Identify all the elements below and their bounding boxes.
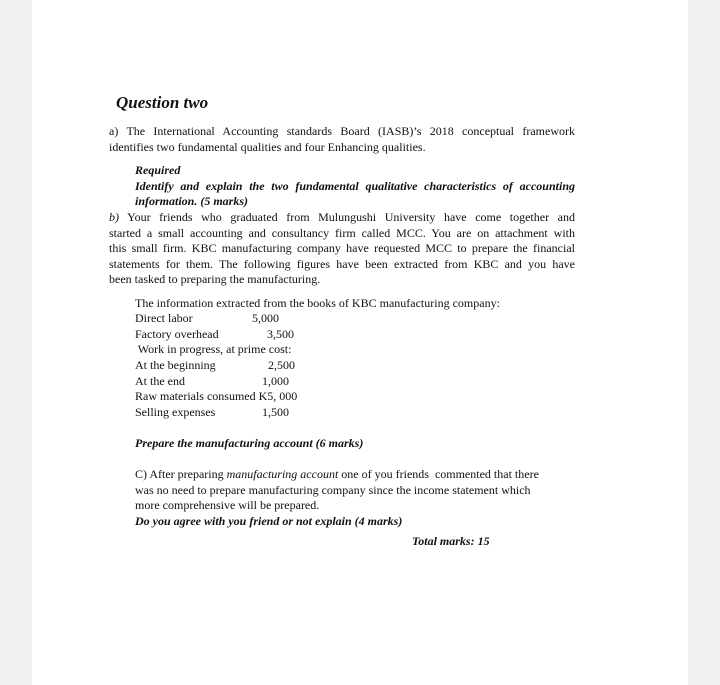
total-marks: Total marks: 15 (412, 534, 490, 548)
part-b-line-4: statements for them. The following figures have been extracted from KBC and you have (109, 256, 575, 271)
figure-label: Selling expenses (135, 405, 216, 419)
figure-label: Factory overhead (135, 327, 219, 341)
part-b-line-3: this small firm. KBC manufacturing company have requested MCC to prepare the financial (109, 241, 575, 255)
figure-value: 5,000 (252, 311, 279, 325)
required-line-2: information. (5 marks) (135, 194, 249, 208)
figure-row-raw-materials (135, 389, 297, 405)
part-c-question: Do you agree with you friend or not explain (4 marks) (135, 513, 403, 528)
figure-row-selling-expenses (135, 405, 289, 421)
figure-label: At the end (135, 374, 185, 388)
figure-row-wip-heading (135, 342, 291, 358)
figure-value: 1,000 (262, 374, 289, 388)
figure-row-factory-overhead (135, 327, 294, 343)
part-b-line-1-text: Your friends who graduated from Mulungushi University have come together and (127, 210, 575, 224)
part-c-line-2: was no need to prepare manufacturing company since the income statement which (135, 482, 531, 497)
figure-label: Direct labor (135, 311, 193, 325)
part-b-line-2: started a small accounting and consultancy firm called MCC. You are on attachment with (109, 225, 575, 240)
figure-value: 1,500 (262, 405, 289, 419)
figures-intro: The information extracted from the books of KBC manufacturing company: (135, 296, 500, 310)
part-c-line-1-c: one of you friends commented that there (338, 467, 539, 481)
required-label: Required (135, 163, 181, 177)
part-a-text (109, 124, 575, 155)
document-page (32, 0, 688, 685)
figure-row-wip-beginning (135, 358, 295, 374)
part-b-text (109, 210, 575, 288)
part-c-text (135, 467, 575, 529)
figure-label: Raw materials consumed K5, 000 (135, 389, 298, 403)
figure-label: Work in progress, at prime cost: (135, 342, 292, 356)
figure-value: 3,500 (267, 327, 294, 341)
question-title: Question two (116, 93, 209, 112)
required-line-1: Identify and explain the two fundamental qualitative characteristics of accounting (135, 178, 575, 193)
figure-value: 2,500 (268, 358, 295, 372)
part-a-line-1: a) The International Accounting standards Board (IASB)’s 2018 conceptual framework (109, 124, 575, 138)
part-a-required (135, 163, 575, 210)
part-c-line-1-b: manufacturing account (226, 467, 339, 481)
part-a-line-2: identifies two fundamental qualities and four Enhancing qualities. (109, 139, 426, 154)
manufacturing-task: Prepare the manufacturing account (6 marks) (135, 436, 364, 450)
figure-row-wip-end (135, 374, 289, 390)
part-b-line-1: b) Your friends who graduated from Mulungushi University have come together and (109, 210, 575, 224)
part-c-line-1-a: C) After preparing (135, 467, 227, 481)
part-c-line-3: more comprehensive will be prepared. (135, 498, 320, 512)
part-c-line-1 (135, 467, 575, 483)
figure-row-direct-labor (135, 311, 279, 327)
part-b-line-5: been tasked to preparing the manufacturing. (109, 272, 321, 286)
figure-label: At the beginning (135, 358, 216, 372)
